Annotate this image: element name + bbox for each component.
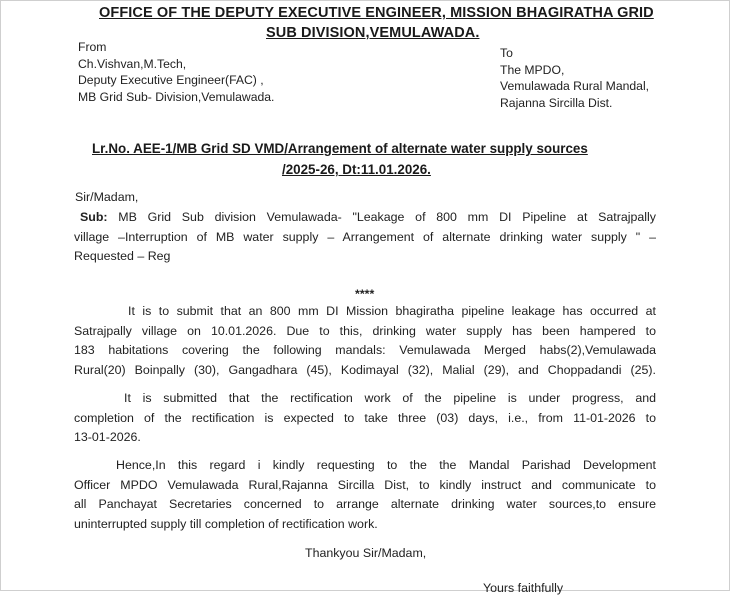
subject-line2: village –Interruption of MB water supply – Arrangement of alternate drinking water supply " – xyxy=(74,229,656,244)
to-label: To xyxy=(500,46,513,60)
reference-line2: /2025-26, Dt:11.01.2026. xyxy=(282,162,431,177)
to-block xyxy=(500,45,649,111)
p1-line4: Rural(20) Boinpally (30), Gangadhara (45), Kodimayal (32), Malial (29), and Choppadandi (25). xyxy=(74,362,656,377)
to-district: Rajanna Sircilla Dist. xyxy=(500,95,613,110)
salutation: Sir/Madam, xyxy=(75,190,139,204)
subject-line1: MB Grid Sub division Vemulawada- "Leakage of 800 mm DI Pipeline at Satrajpally xyxy=(118,210,656,224)
from-office: MB Grid Sub- Division,Vemulawada. xyxy=(78,89,275,104)
p1-line1: It is to submit that an 800 mm DI Mission bhagiratha pipeline leakage has occurred at xyxy=(128,304,656,318)
signoff: Yours faithfully xyxy=(483,581,564,595)
paragraph-2 xyxy=(74,389,656,448)
p1-line3: 183 habitations covering the following mandals: Vemulawada Merged habs(2),Vemulawada xyxy=(74,343,656,357)
office-header-line2: SUB DIVISION,VEMULAWADA. xyxy=(266,25,480,41)
to-name: The MPDO, xyxy=(500,62,565,77)
from-name: Ch.Vishvan,M.Tech, xyxy=(78,56,187,71)
subject-line3: Requested – Reg xyxy=(74,249,171,263)
subject-block xyxy=(74,208,656,267)
p3-line4: uninterrupted supply till completion of rectification work. xyxy=(74,516,378,531)
subject-line1-wrap xyxy=(74,208,656,228)
from-label: From xyxy=(78,40,107,54)
p1-line2: Satrajpally village on 10.01.2026. Due to this, drinking water supply has been hampered to xyxy=(74,323,656,338)
p2-line2: completion of the rectification is expected to take three (03) days, i.e., from 11-01-2026 to xyxy=(74,410,656,425)
from-designation: Deputy Executive Engineer(FAC) , xyxy=(78,73,264,87)
closing: Thankyou Sir/Madam, xyxy=(305,546,427,560)
p3-line2: Officer MPDO Vemulawada Rural,Rajanna Sircilla Dist, to kindly instruct and communicate to xyxy=(74,477,656,492)
office-header-line1: OFFICE OF THE DEPUTY EXECUTIVE ENGINEER, MISSION BHAGIRATHA GRID xyxy=(99,5,654,21)
p2-line3: 13-01-2026. xyxy=(74,430,141,444)
from-block xyxy=(78,39,274,105)
to-office: Vemulawada Rural Mandal, xyxy=(500,79,650,93)
p3-line1: Hence,In this regard i kindly requesting to the the Mandal Parishad Development xyxy=(116,458,656,472)
reference-line1: Lr.No. AEE-1/MB Grid SD VMD/Arrangement of alternate water supply sources xyxy=(92,141,588,156)
paragraph-3 xyxy=(74,456,656,534)
p2-line1: It is submitted that the rectification work of the pipeline is under progress, and xyxy=(124,391,656,405)
paragraph-1 xyxy=(74,302,656,380)
separator: **** xyxy=(355,287,375,301)
p3-line3: all Panchayat Secretaries concerned to arrange alternate drinking water sources,to ensure xyxy=(74,497,656,511)
subject-label: Sub: xyxy=(80,210,108,224)
